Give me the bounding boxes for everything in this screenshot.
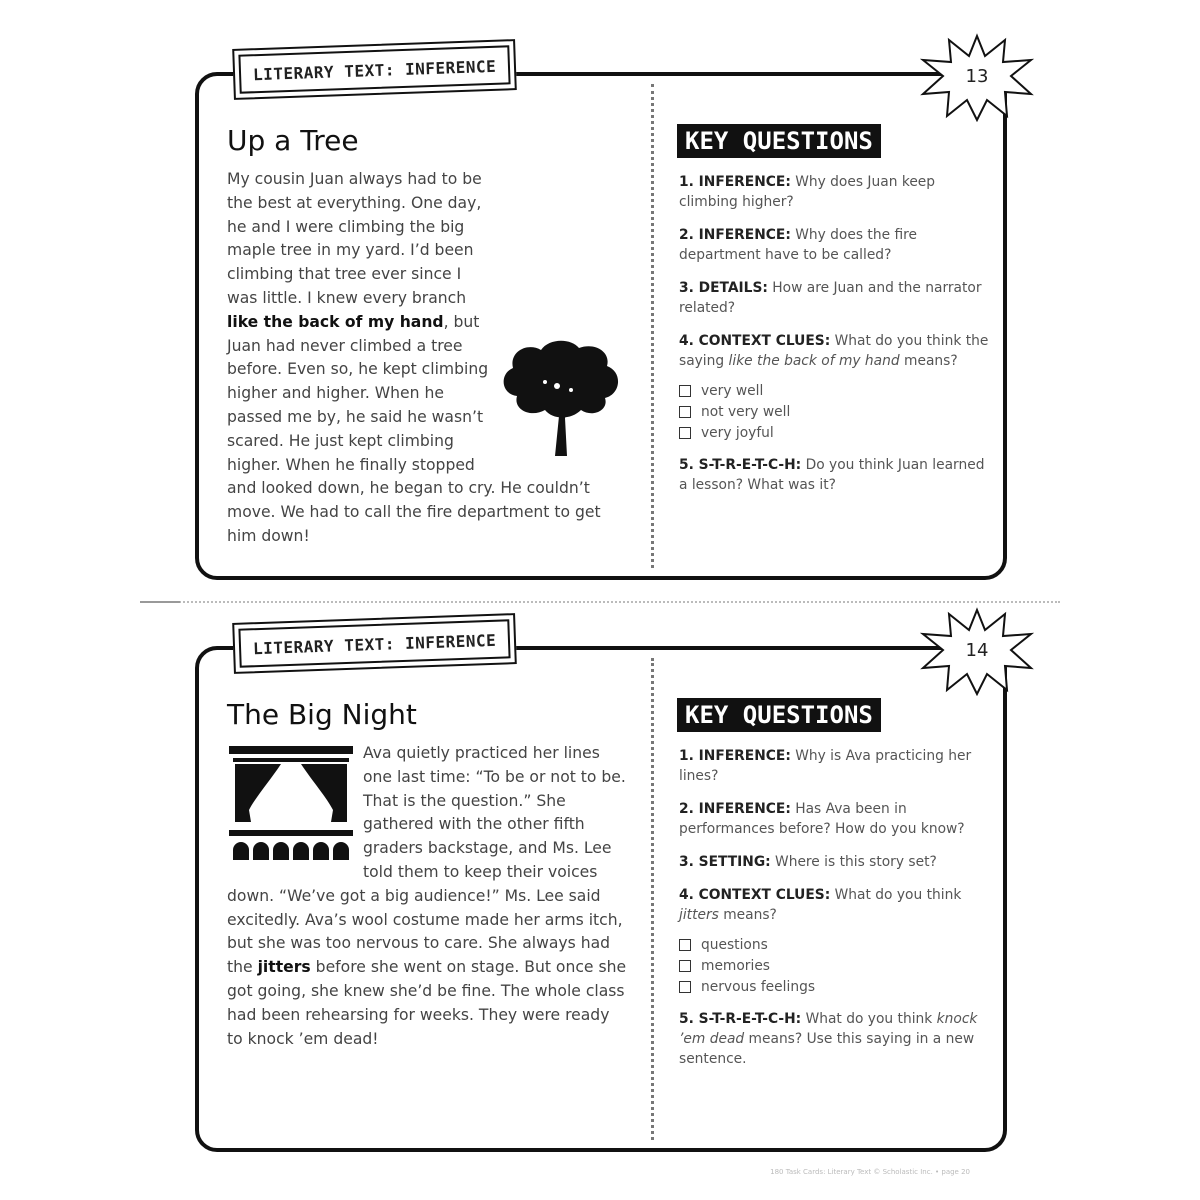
question-4: 4. CONTEXT CLUES: What do you think jitters means? <box>679 887 962 923</box>
page-footer: 180 Task Cards: Literary Text © Scholastic Inc. • page 20 <box>770 1168 970 1176</box>
question-3: 3. DETAILS: How are Juan and the narrator related? <box>679 280 982 316</box>
checkbox[interactable] <box>679 939 691 951</box>
option-item[interactable]: very well <box>679 380 989 401</box>
checkbox[interactable] <box>679 960 691 972</box>
question-2: 2. INFERENCE: Why does the fire department have to be called? <box>679 227 918 263</box>
question-5: 5. S-T-R-E-T-C-H: What do you think knock ’em dead means? Use this saying in a new sentence. <box>679 1011 978 1067</box>
tree-icon <box>497 338 625 466</box>
option-item[interactable]: not very well <box>679 401 989 422</box>
card-divider <box>651 84 654 568</box>
option-item[interactable]: nervous feelings <box>679 976 989 997</box>
question-4: 4. CONTEXT CLUES: What do you think the saying like the back of my hand means? <box>679 333 989 369</box>
task-card-13 <box>195 56 1007 580</box>
questions-list <box>679 172 989 508</box>
bold-phrase: jitters <box>257 958 311 977</box>
checkbox[interactable] <box>679 385 691 397</box>
question-1: 1. INFERENCE: Why is Ava practicing her lines? <box>679 748 972 784</box>
key-questions-heading: KEY QUESTIONS <box>677 124 881 158</box>
card-label <box>232 613 517 674</box>
question-5: 5. S-T-R-E-T-C-H: Do you think Juan learned a lesson? What was it? <box>679 457 985 493</box>
task-card-14 <box>195 630 1007 1152</box>
card-number: 13 <box>965 66 989 87</box>
card-number: 14 <box>965 640 989 661</box>
card-label-text: LITERARY TEXT: INFERENCE <box>238 619 510 667</box>
question-2: 2. INFERENCE: Has Ava been in performances before? How do you know? <box>679 801 965 837</box>
checkbox[interactable] <box>679 406 691 418</box>
questions-list <box>679 746 989 1082</box>
card-label-text: LITERARY TEXT: INFERENCE <box>238 45 510 93</box>
option-item[interactable]: memories <box>679 955 989 976</box>
answer-options <box>679 934 989 997</box>
question-1: 1. INFERENCE: Why does Juan keep climbing higher? <box>679 174 936 210</box>
story-text: My cousin Juan always had to be the best at everything. One day, he and I were climbing the big maple tree in my yard. I’d been climbing that tree ever since I was little. I knew every branch like the back of my hand, but Juan had never climbed a tree before. Even so, he kept climbing higher and higher. When he passed me by, he said he wasn’t scared. He just kept climbing higher. When he finally stopped and looked down, he began to cry. He couldn’t move. We had to call the fire department to get him down! <box>227 168 627 549</box>
card-number-starburst <box>919 32 1035 122</box>
theater-stage-icon <box>229 746 353 870</box>
question-3: 3. SETTING: Where is this story set? <box>679 854 937 870</box>
checkbox[interactable] <box>679 427 691 439</box>
story-text: Ava quietly practiced her lines one last time: “To be or not to be. That is the question.” She gathered with the other fifth graders backstage, and Ms. Lee told them to keep their voices down. “We’ve got a big audience!” Ms. Lee said excitedly. Ava’s wool costume made her arms itch, but she was too nervous to care. She always had the jitters before she went on stage. But once she got going, she knew she’d be fine. The whole class had been rehearsing for weeks. They were ready to knock ’em dead! <box>227 744 627 1048</box>
checkbox[interactable] <box>679 981 691 993</box>
story-title: The Big Night <box>227 698 417 731</box>
card-divider <box>651 658 654 1140</box>
key-questions-heading: KEY QUESTIONS <box>677 698 881 732</box>
story-title: Up a Tree <box>227 124 359 157</box>
card-label <box>232 39 517 100</box>
option-item[interactable]: questions <box>679 934 989 955</box>
cut-line <box>140 601 1060 603</box>
answer-options <box>679 380 989 443</box>
bold-phrase: like the back of my hand <box>227 312 444 331</box>
option-item[interactable]: very joyful <box>679 422 989 443</box>
card-number-starburst <box>919 606 1035 696</box>
